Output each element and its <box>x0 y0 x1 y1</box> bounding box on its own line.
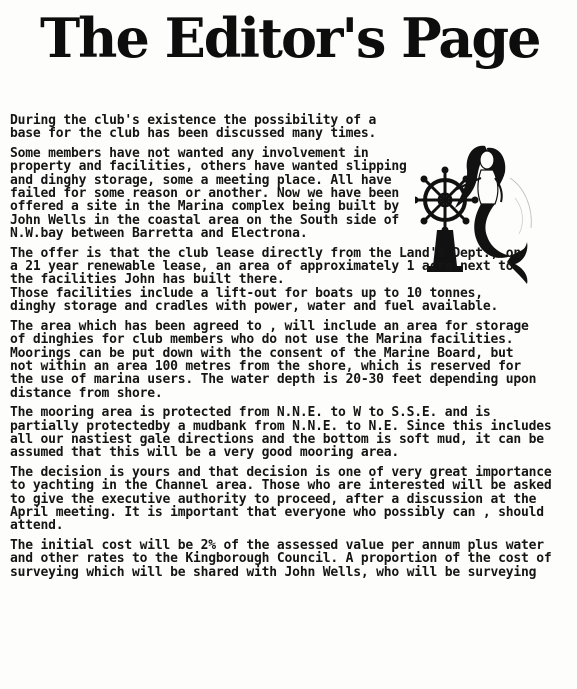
paragraph <box>10 114 572 141</box>
text-line: surveying which will be shared with John Wells, who will be surveying <box>10 564 537 580</box>
text-line: Those facilities include a lift-out for boats up to 10 tonnes, <box>10 285 483 301</box>
text-line: not within an area 100 metres from the shore, which is reserved for <box>10 358 521 374</box>
text-line: dinghy storage and cradles with power, water and fuel available. <box>10 299 499 315</box>
text-line: the use of marina users. The water depth is 20-30 feet depending upon <box>10 372 537 388</box>
text-line: Moorings can be put down with the consent of the Marine Board, but <box>10 345 514 361</box>
text-line: the facilities John has built there. <box>10 272 285 288</box>
text-line: and dinghy storage, some a meeting place. All have <box>10 172 392 188</box>
paragraph <box>10 247 572 314</box>
text-line: of dinghies for club members who do not use the Marina facilities. <box>10 332 514 348</box>
text-line: to give the executive authority to proceed, after a discussion at the <box>10 491 537 507</box>
paragraph <box>10 406 572 460</box>
text-line: During the club's existence the possibility of a <box>10 113 377 128</box>
text-line: distance from shore. <box>10 385 163 401</box>
text-line: attend. <box>10 518 64 534</box>
text-line: N.W.bay between Barretta and Electrona. <box>10 226 308 242</box>
text-line: partially protectedby a mudbank from N.N.E. to N.E. Since this includes <box>10 418 552 434</box>
text-line: failed for some reason or another. Now we have been <box>10 186 399 202</box>
text-line: The initial cost will be 2% of the assessed value per annum plus water <box>10 537 544 553</box>
text-line: to yachting in the Channel area. Those who are interested will be asked <box>10 478 552 494</box>
text-line: property and facilities, others have wanted slipping <box>10 159 407 175</box>
page-title: The Editor's Page <box>40 6 540 70</box>
text-line: assumed that this will be a very good mooring area. <box>10 445 399 461</box>
text-line: a 21 year renewable lease, an area of approximately 1 acre next to <box>10 259 514 275</box>
text-line: offered a site in the Marina complex being built by <box>10 199 399 215</box>
paragraph <box>10 147 572 241</box>
text-line: The mooring area is protected from N.N.E. to W to S.S.E. and is <box>10 405 491 421</box>
text-line: base for the club has been discussed many times. <box>10 126 377 142</box>
text-line: The decision is yours and that decision is one of very great importance <box>10 464 552 480</box>
text-line: John Wells in the coastal area on the South side of <box>10 212 399 228</box>
text-line: all our nastiest gale directions and the bottom is soft mud, it can be <box>10 431 544 447</box>
text-line: and other rates to the Kingborough Council. A proportion of the cost of <box>10 551 552 567</box>
paragraph <box>10 466 572 533</box>
text-line: April meeting. It is important that everyone who possibly can , should <box>10 504 544 520</box>
paragraph <box>10 320 572 400</box>
paragraph <box>10 539 572 579</box>
text-line: The area which has been agreed to , will include an area for storage <box>10 318 529 334</box>
text-line: Some members have not wanted any involvement in <box>10 145 369 161</box>
text-line: The offer is that the club lease directly from the Land's Dept., on <box>10 245 521 261</box>
article-body <box>10 114 572 585</box>
